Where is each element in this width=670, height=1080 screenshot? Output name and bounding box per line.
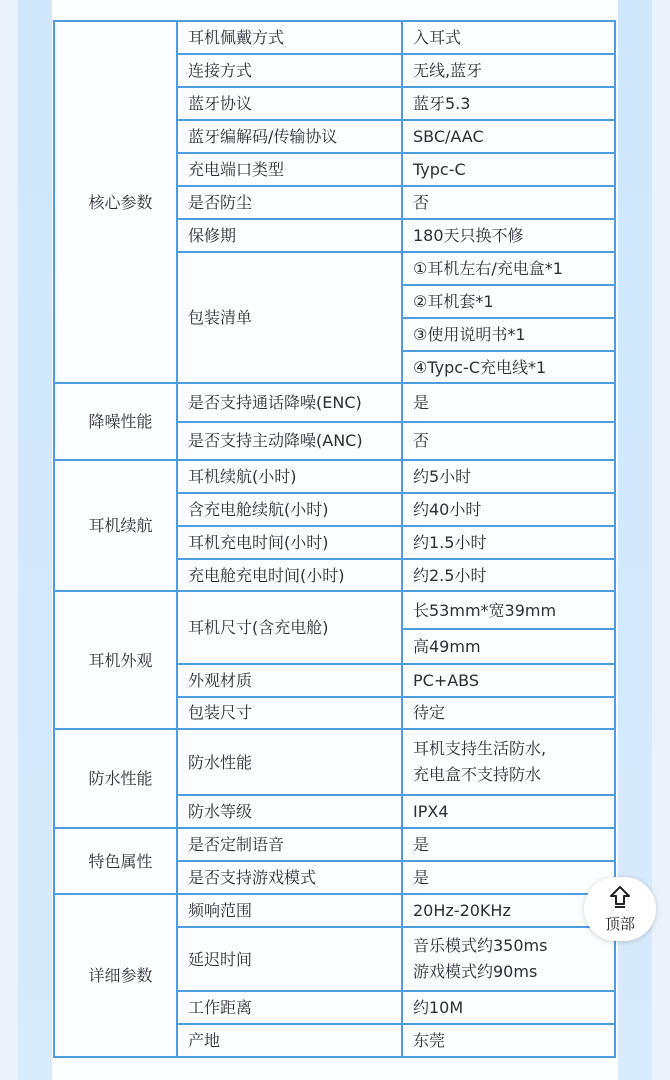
spec-value-cell: 音乐模式约350ms 游戏模式约90ms bbox=[402, 927, 615, 991]
spec-label-cell: 蓝牙协议 bbox=[177, 87, 402, 120]
spec-value-cell: 约10M bbox=[402, 991, 615, 1024]
spec-label-cell: 产地 bbox=[177, 1024, 402, 1057]
spec-label-cell: 工作距离 bbox=[177, 991, 402, 1024]
spec-label-cell: 包装清单 bbox=[177, 252, 402, 384]
category-cell: 详细参数 bbox=[54, 894, 177, 1057]
spec-label-cell: 保修期 bbox=[177, 219, 402, 252]
spec-value-cell: IPX4 bbox=[402, 795, 615, 828]
spec-value-cell: 是 bbox=[402, 828, 615, 861]
spec-value-cell: 180天只换不修 bbox=[402, 219, 615, 252]
back-to-top-label: 顶部 bbox=[604, 915, 635, 933]
spec-label-cell: 是否支持通话降噪(ENC) bbox=[177, 383, 402, 421]
spec-label-cell: 充电端口类型 bbox=[177, 153, 402, 186]
spec-row bbox=[54, 383, 615, 421]
spec-value-cell: 约40小时 bbox=[402, 493, 615, 526]
arrow-up-icon bbox=[610, 886, 630, 908]
spec-label-cell: 延迟时间 bbox=[177, 927, 402, 991]
spec-value-cell: 约5小时 bbox=[402, 460, 615, 493]
spec-value-cell: 待定 bbox=[402, 697, 615, 730]
spec-label-cell: 耳机续航(小时) bbox=[177, 460, 402, 493]
spec-value-cell: PC+ABS bbox=[402, 664, 615, 697]
spec-row bbox=[54, 591, 615, 628]
spec-row bbox=[54, 460, 615, 493]
spec-table bbox=[53, 20, 616, 1058]
spec-label-cell: 包装尺寸 bbox=[177, 697, 402, 730]
spec-value-cell: 东莞 bbox=[402, 1024, 615, 1057]
spec-row bbox=[54, 21, 615, 54]
spec-label-cell: 耳机充电时间(小时) bbox=[177, 526, 402, 559]
category-cell: 耳机外观 bbox=[54, 591, 177, 729]
spec-value-cell: 长53mm*宽39mm bbox=[402, 591, 615, 628]
category-cell: 防水性能 bbox=[54, 729, 177, 828]
spec-label-cell: 连接方式 bbox=[177, 54, 402, 87]
spec-value-cell: ①耳机左右/充电盒*1 bbox=[402, 252, 615, 285]
spec-value-cell: 20Hz-20KHz bbox=[402, 894, 615, 927]
spec-row bbox=[54, 729, 615, 795]
spec-value-cell: ②耳机套*1 bbox=[402, 285, 615, 318]
spec-value-cell: 蓝牙5.3 bbox=[402, 87, 615, 120]
back-to-top-button[interactable] bbox=[584, 877, 656, 941]
spec-label-cell: 含充电舱续航(小时) bbox=[177, 493, 402, 526]
spec-row bbox=[54, 828, 615, 861]
spec-label-cell: 充电舱充电时间(小时) bbox=[177, 559, 402, 592]
spec-label-cell: 蓝牙编解码/传输协议 bbox=[177, 120, 402, 153]
spec-value-cell: SBC/AAC bbox=[402, 120, 615, 153]
spec-value-cell: 是 bbox=[402, 383, 615, 421]
spec-row bbox=[54, 894, 615, 927]
spec-value-cell: 耳机支持生活防水, 充电盒不支持防水 bbox=[402, 729, 615, 795]
spec-label-cell: 是否支持主动降噪(ANC) bbox=[177, 422, 402, 460]
spec-value-cell: Typc-C bbox=[402, 153, 615, 186]
category-cell: 特色属性 bbox=[54, 828, 177, 894]
spec-value-cell: ③使用说明书*1 bbox=[402, 318, 615, 351]
spec-value-cell: 入耳式 bbox=[402, 21, 615, 54]
spec-label-cell: 是否定制语音 bbox=[177, 828, 402, 861]
spec-label-cell: 外观材质 bbox=[177, 664, 402, 697]
spec-value-cell: 高49mm bbox=[402, 629, 615, 664]
spec-value-cell: ④Typc-C充电线*1 bbox=[402, 351, 615, 384]
spec-value-cell: 约2.5小时 bbox=[402, 559, 615, 592]
spec-value-cell: 约1.5小时 bbox=[402, 526, 615, 559]
category-cell: 降噪性能 bbox=[54, 383, 177, 459]
spec-value-cell: 无线,蓝牙 bbox=[402, 54, 615, 87]
spec-label-cell: 是否支持游戏模式 bbox=[177, 861, 402, 894]
spec-table-body bbox=[54, 21, 615, 1057]
spec-label-cell: 防水等级 bbox=[177, 795, 402, 828]
spec-label-cell: 频响范围 bbox=[177, 894, 402, 927]
spec-value-cell: 否 bbox=[402, 422, 615, 460]
spec-label-cell: 是否防尘 bbox=[177, 186, 402, 219]
spec-value-cell: 是 bbox=[402, 861, 615, 894]
spec-label-cell: 耳机尺寸(含充电舱) bbox=[177, 591, 402, 663]
spec-value-cell: 否 bbox=[402, 186, 615, 219]
spec-label-cell: 防水性能 bbox=[177, 729, 402, 795]
category-cell: 耳机续航 bbox=[54, 460, 177, 592]
spec-label-cell: 耳机佩戴方式 bbox=[177, 21, 402, 54]
category-cell: 核心参数 bbox=[54, 21, 177, 383]
